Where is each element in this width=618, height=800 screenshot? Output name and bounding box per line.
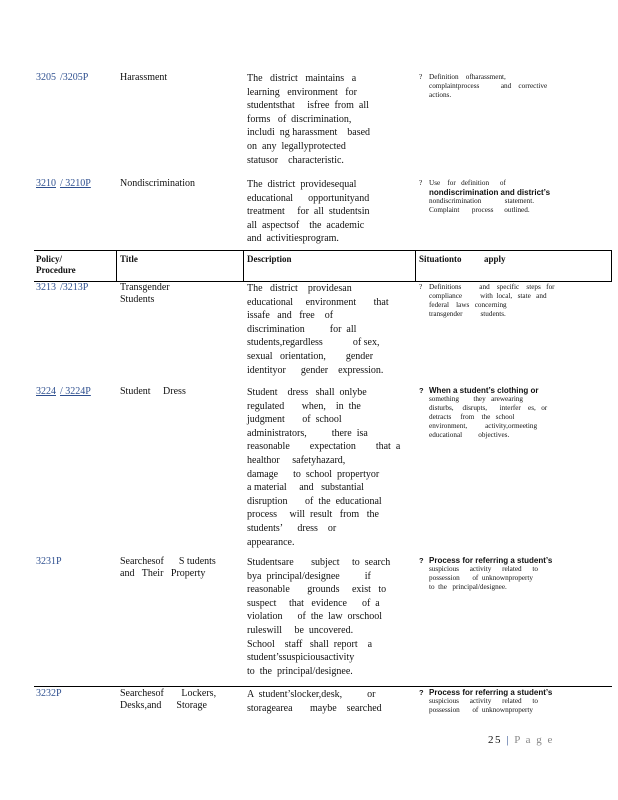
- description-cell: [247, 72, 395, 167]
- bullet-glyph: ?: [419, 688, 424, 697]
- title-line: Searchesof S tudents: [120, 556, 216, 567]
- situation-text: Definitions and specific steps for: [429, 283, 555, 291]
- page-number: 25: [488, 734, 502, 746]
- description-line: forms of discrimination,: [247, 113, 352, 125]
- situation-text: federal laws concerning: [429, 301, 507, 309]
- description-line: suspect that evidence of a: [247, 597, 380, 609]
- title-line: and Their Property: [120, 568, 206, 579]
- policy-link[interactable]: /3213P: [60, 282, 89, 293]
- situation-text: suspicious activity related to: [429, 565, 538, 573]
- description-line: regulated when, in the: [247, 400, 361, 412]
- description-line: process will result from the: [247, 509, 379, 521]
- situation-line: [419, 431, 604, 440]
- bullet-glyph: ?: [419, 178, 423, 187]
- policy-cell: [36, 178, 116, 189]
- situation-cell: [419, 386, 604, 440]
- situation-text: disturbs, disrupts, interfer es, or: [429, 404, 548, 412]
- table-header: [34, 250, 612, 282]
- description-cell: [247, 282, 395, 377]
- description-line: student’ssuspiciousactivity: [247, 652, 355, 664]
- description-line: discrimination for all: [247, 323, 357, 335]
- situation-line: [419, 574, 604, 583]
- situation-text: educational objectives.: [429, 431, 510, 439]
- title-line: Searchesof Lockers,: [120, 688, 217, 699]
- column-divider: [243, 251, 244, 281]
- page-separator: |: [506, 734, 510, 746]
- situation-text: complaintprocess and corrective: [429, 82, 548, 90]
- situation-text: environment, activity,ormeeting: [429, 422, 538, 430]
- description-line: to the principal/designee.: [247, 665, 353, 677]
- situation-line: [419, 197, 604, 206]
- description-line: The district providesequal: [247, 179, 357, 190]
- situation-line: [419, 178, 604, 188]
- situation-line: [419, 556, 604, 565]
- description-line: The district maintains a: [247, 73, 357, 84]
- bullet-glyph: ?: [419, 556, 424, 565]
- header-policy-line-1: Policy/: [36, 254, 62, 264]
- column-divider: [116, 251, 117, 281]
- description-line: on any legallyprotected: [247, 140, 346, 152]
- description-line: reasonable expectation that a: [247, 441, 401, 453]
- situation-cell: [419, 282, 604, 319]
- row-divider: [34, 686, 612, 687]
- situation-line: [419, 706, 604, 715]
- description-line: studentsthat isfree from all: [247, 100, 369, 112]
- description-line: all aspectsof the academic: [247, 219, 365, 231]
- situation-text: Definition ofharassment,: [429, 73, 506, 81]
- header-policy-line-2: Procedure: [36, 265, 76, 275]
- description-line: students’ dress or: [247, 522, 337, 534]
- description-line: The district providesan: [247, 283, 352, 294]
- situation-line: [419, 91, 604, 100]
- bullet-glyph: ?: [419, 282, 423, 291]
- column-divider: [415, 251, 416, 281]
- policy-link[interactable]: 3210: [36, 178, 56, 189]
- situation-text: possession of unknownproperty: [429, 574, 534, 582]
- situation-line: [419, 72, 604, 82]
- policy-link[interactable]: 3232P: [36, 688, 62, 699]
- title-line: Nondiscrimination: [120, 178, 195, 189]
- description-line: Student dress shall onlybe: [247, 387, 367, 398]
- policy-link[interactable]: 3205: [36, 72, 56, 83]
- situation-line: [419, 688, 604, 697]
- description-line: healthor safetyhazard,: [247, 454, 346, 466]
- header-situation: Situationto apply: [419, 254, 506, 264]
- policy-cell: [36, 72, 116, 83]
- situation-line: [419, 206, 604, 215]
- situation-line: [419, 404, 604, 413]
- situation-line: [419, 395, 604, 404]
- situation-text: detracts from the school: [429, 413, 515, 421]
- description-cell: [247, 556, 395, 678]
- title-cell: [120, 178, 242, 190]
- description-line: disruption of the educational: [247, 495, 382, 507]
- description-line: reasonable grounds exist to: [247, 584, 387, 596]
- title-line: Student Dress: [120, 386, 186, 397]
- situation-text: Process for referring a student’s: [429, 556, 553, 565]
- description-line: damage to school propertyor: [247, 468, 380, 480]
- situation-line: [419, 282, 604, 292]
- description-line: administrators, there isa: [247, 427, 368, 439]
- description-line: issafe and free of: [247, 310, 334, 322]
- description-line: A student’slocker,desk, or: [247, 689, 376, 700]
- title-cell: [120, 282, 242, 306]
- description-cell: [247, 178, 395, 246]
- situation-text: Complaint process outlined.: [429, 206, 530, 214]
- situation-cell: [419, 72, 604, 100]
- situation-line: [419, 565, 604, 574]
- page-word: P a g e: [514, 734, 554, 746]
- policy-link[interactable]: /3205P: [60, 72, 89, 83]
- policy-cell: [36, 282, 116, 293]
- situation-text: suspicious activity related to: [429, 697, 538, 705]
- situation-cell: [419, 556, 604, 592]
- situation-text: When a student’s clothing or: [429, 386, 539, 395]
- column-divider: [611, 251, 612, 281]
- situation-text: actions.: [429, 91, 452, 99]
- situation-text: compliance with local, state and: [429, 292, 547, 300]
- description-line: a material and substantial: [247, 482, 364, 494]
- situation-text: possession of unknownproperty: [429, 706, 534, 714]
- description-line: and activitiesprogram.: [247, 233, 339, 245]
- description-cell: [247, 386, 401, 549]
- policy-link[interactable]: 3231P: [36, 556, 62, 567]
- description-line: statusor characteristic.: [247, 154, 344, 166]
- title-cell: [120, 556, 242, 580]
- description-line: appearance.: [247, 536, 295, 548]
- situation-line: [419, 310, 604, 319]
- situation-line: [419, 413, 604, 422]
- description-line: ruleswill be uncovered.: [247, 624, 354, 636]
- policy-link[interactable]: 3213: [36, 282, 56, 293]
- title-cell: [120, 72, 242, 84]
- situation-text: something they arewearing: [429, 395, 524, 403]
- header-policy: [36, 254, 76, 276]
- bullet-glyph: ?: [419, 72, 423, 81]
- situation-text: nondiscrimination and district’s: [429, 188, 551, 197]
- situation-line: [419, 82, 604, 91]
- description-line: students,regardless of sex,: [247, 337, 380, 349]
- description-line: includi ng harassment based: [247, 127, 371, 139]
- situation-text: nondiscrimination statement.: [429, 197, 535, 205]
- description-line: violation of the law orschool: [247, 611, 382, 623]
- header-description: Description: [247, 254, 292, 264]
- situation-cell: [419, 178, 604, 215]
- situation-line: [419, 188, 604, 197]
- description-line: treatment for all studentsin: [247, 206, 370, 218]
- policy-cell: [36, 386, 116, 397]
- title-line: Transgender: [120, 282, 170, 293]
- description-line: Studentsare subject to search: [247, 557, 391, 568]
- description-line: learning environment for: [247, 86, 357, 98]
- situation-line: [419, 583, 604, 592]
- description-line: educational opportunityand: [247, 192, 370, 204]
- title-cell: [120, 688, 242, 712]
- header-title: Title: [120, 254, 138, 264]
- policy-link[interactable]: / 3224P: [60, 386, 91, 397]
- title-line: Desks,and Storage: [120, 700, 207, 711]
- policy-cell: [36, 688, 116, 699]
- situation-text: to the principal/designee.: [429, 583, 507, 591]
- description-line: storagearea maybe searched: [247, 702, 382, 714]
- description-line: educational environment that: [247, 296, 389, 308]
- situation-text: Use for definition of: [429, 179, 506, 187]
- title-line: Harassment: [120, 72, 168, 83]
- situation-text: Process for referring a student’s: [429, 688, 553, 697]
- policy-cell: [36, 556, 116, 567]
- policy-link[interactable]: / 3210P: [60, 178, 91, 189]
- description-line: sexual orientation, gender: [247, 350, 374, 362]
- bullet-glyph: ?: [419, 386, 424, 395]
- description-line: identityor gender expression.: [247, 364, 384, 376]
- description-line: bya principal/designee if: [247, 570, 371, 582]
- title-line: Students: [120, 294, 155, 305]
- policy-link[interactable]: 3224: [36, 386, 56, 397]
- situation-line: [419, 301, 604, 310]
- description-line: School staff shall report a: [247, 638, 373, 650]
- title-cell: [120, 386, 242, 398]
- description-line: judgment of school: [247, 414, 342, 426]
- situation-line: [419, 697, 604, 706]
- situation-text: transgender students.: [429, 310, 506, 318]
- description-cell: [247, 688, 395, 715]
- situation-cell: [419, 688, 604, 715]
- page-footer: [488, 734, 554, 746]
- situation-line: [419, 292, 604, 301]
- situation-line: [419, 422, 604, 431]
- situation-line: [419, 386, 604, 395]
